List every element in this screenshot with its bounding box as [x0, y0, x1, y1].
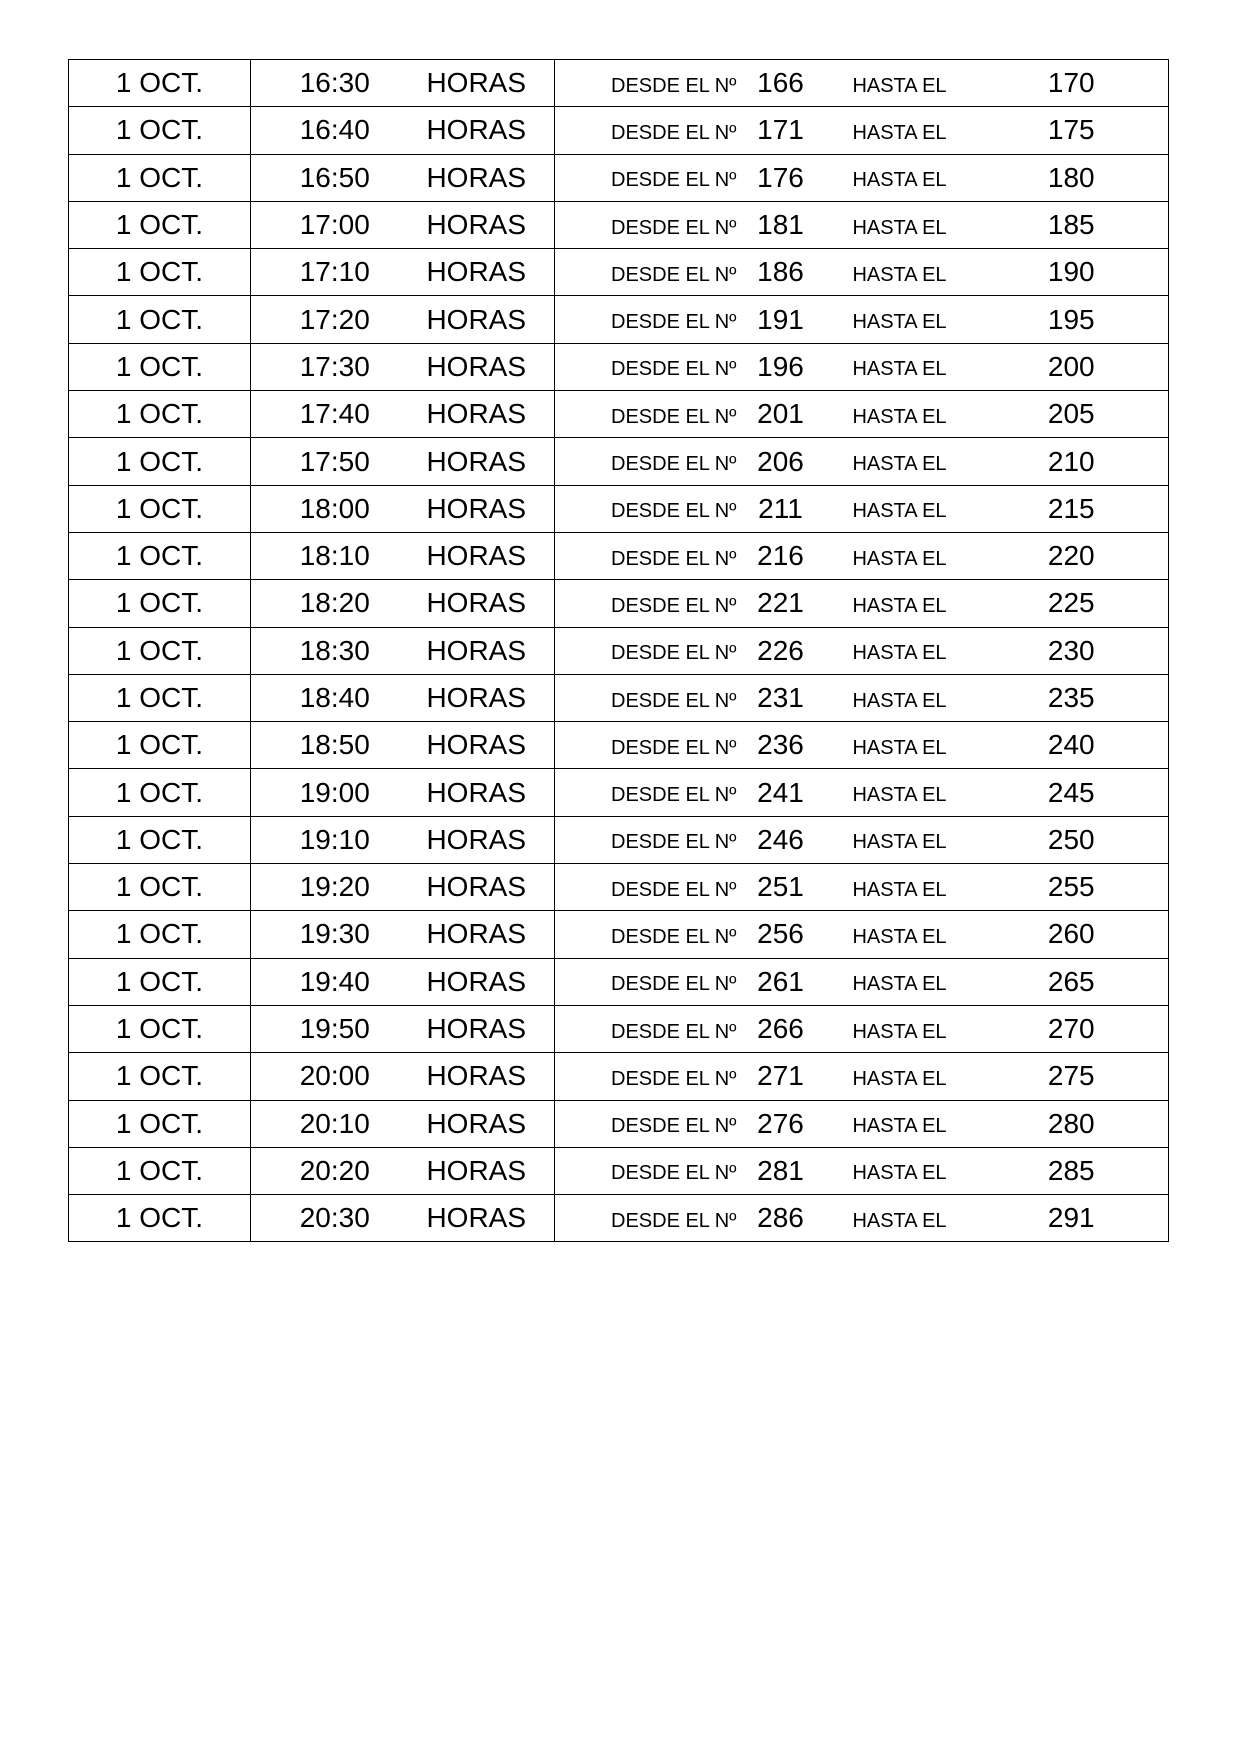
schedule-row	[69, 627, 1169, 674]
row-from-number: 226	[737, 627, 825, 674]
row-from-number: 231	[737, 674, 825, 721]
row-date: 1 OCT.	[69, 911, 251, 958]
row-from-number: 171	[737, 107, 825, 154]
row-from-number: 261	[737, 958, 825, 1005]
row-date: 1 OCT.	[69, 296, 251, 343]
row-horas-label: HORAS	[399, 722, 555, 769]
row-to-number: 280	[975, 1100, 1169, 1147]
row-date: 1 OCT.	[69, 107, 251, 154]
row-date: 1 OCT.	[69, 1147, 251, 1194]
row-horas-label: HORAS	[399, 1100, 555, 1147]
row-to-number: 210	[975, 438, 1169, 485]
row-horas-label: HORAS	[399, 1195, 555, 1242]
row-hasta-label: HASTA EL	[825, 1100, 975, 1147]
row-desde-label: DESDE EL Nº	[555, 107, 737, 154]
schedule-row	[69, 60, 1169, 107]
row-to-number: 220	[975, 532, 1169, 579]
schedule-row	[69, 391, 1169, 438]
row-from-number: 246	[737, 816, 825, 863]
row-hasta-label: HASTA EL	[825, 958, 975, 1005]
row-from-number: 251	[737, 864, 825, 911]
row-desde-label: DESDE EL Nº	[555, 1195, 737, 1242]
schedule-row	[69, 154, 1169, 201]
row-from-number: 281	[737, 1147, 825, 1194]
row-time: 18:00	[251, 485, 399, 532]
row-desde-label: DESDE EL Nº	[555, 532, 737, 579]
row-desde-label: DESDE EL Nº	[555, 485, 737, 532]
row-desde-label: DESDE EL Nº	[555, 391, 737, 438]
row-time: 19:40	[251, 958, 399, 1005]
row-to-number: 195	[975, 296, 1169, 343]
row-to-number: 175	[975, 107, 1169, 154]
row-from-number: 271	[737, 1053, 825, 1100]
row-horas-label: HORAS	[399, 391, 555, 438]
row-horas-label: HORAS	[399, 1053, 555, 1100]
row-desde-label: DESDE EL Nº	[555, 60, 737, 107]
row-to-number: 265	[975, 958, 1169, 1005]
row-horas-label: HORAS	[399, 60, 555, 107]
row-to-number: 225	[975, 580, 1169, 627]
row-hasta-label: HASTA EL	[825, 627, 975, 674]
row-to-number: 285	[975, 1147, 1169, 1194]
row-horas-label: HORAS	[399, 154, 555, 201]
row-from-number: 236	[737, 722, 825, 769]
row-date: 1 OCT.	[69, 816, 251, 863]
row-time: 17:40	[251, 391, 399, 438]
row-date: 1 OCT.	[69, 343, 251, 390]
row-time: 19:50	[251, 1005, 399, 1052]
row-from-number: 286	[737, 1195, 825, 1242]
row-horas-label: HORAS	[399, 911, 555, 958]
row-hasta-label: HASTA EL	[825, 249, 975, 296]
row-date: 1 OCT.	[69, 580, 251, 627]
row-hasta-label: HASTA EL	[825, 864, 975, 911]
schedule-row	[69, 201, 1169, 248]
row-date: 1 OCT.	[69, 958, 251, 1005]
row-hasta-label: HASTA EL	[825, 580, 975, 627]
schedule-row	[69, 769, 1169, 816]
row-to-number: 291	[975, 1195, 1169, 1242]
row-horas-label: HORAS	[399, 1005, 555, 1052]
schedule-body	[69, 60, 1169, 1242]
row-date: 1 OCT.	[69, 864, 251, 911]
row-hasta-label: HASTA EL	[825, 438, 975, 485]
row-hasta-label: HASTA EL	[825, 107, 975, 154]
row-horas-label: HORAS	[399, 107, 555, 154]
schedule-row	[69, 532, 1169, 579]
row-hasta-label: HASTA EL	[825, 391, 975, 438]
row-to-number: 240	[975, 722, 1169, 769]
row-desde-label: DESDE EL Nº	[555, 1100, 737, 1147]
row-from-number: 211	[737, 485, 825, 532]
row-date: 1 OCT.	[69, 438, 251, 485]
row-desde-label: DESDE EL Nº	[555, 438, 737, 485]
row-desde-label: DESDE EL Nº	[555, 296, 737, 343]
row-desde-label: DESDE EL Nº	[555, 627, 737, 674]
row-date: 1 OCT.	[69, 674, 251, 721]
row-horas-label: HORAS	[399, 343, 555, 390]
schedule-row	[69, 1005, 1169, 1052]
row-date: 1 OCT.	[69, 722, 251, 769]
row-to-number: 205	[975, 391, 1169, 438]
row-time: 20:20	[251, 1147, 399, 1194]
row-time: 19:00	[251, 769, 399, 816]
row-from-number: 166	[737, 60, 825, 107]
row-desde-label: DESDE EL Nº	[555, 816, 737, 863]
row-from-number: 216	[737, 532, 825, 579]
row-time: 16:40	[251, 107, 399, 154]
row-to-number: 245	[975, 769, 1169, 816]
row-date: 1 OCT.	[69, 1195, 251, 1242]
row-from-number: 186	[737, 249, 825, 296]
row-hasta-label: HASTA EL	[825, 674, 975, 721]
row-desde-label: DESDE EL Nº	[555, 1147, 737, 1194]
row-desde-label: DESDE EL Nº	[555, 580, 737, 627]
row-hasta-label: HASTA EL	[825, 1053, 975, 1100]
row-desde-label: DESDE EL Nº	[555, 911, 737, 958]
row-time: 18:30	[251, 627, 399, 674]
schedule-row	[69, 911, 1169, 958]
row-hasta-label: HASTA EL	[825, 722, 975, 769]
row-horas-label: HORAS	[399, 296, 555, 343]
row-from-number: 176	[737, 154, 825, 201]
row-hasta-label: HASTA EL	[825, 769, 975, 816]
schedule-row	[69, 343, 1169, 390]
row-desde-label: DESDE EL Nº	[555, 201, 737, 248]
row-date: 1 OCT.	[69, 485, 251, 532]
row-time: 18:10	[251, 532, 399, 579]
row-hasta-label: HASTA EL	[825, 816, 975, 863]
row-hasta-label: HASTA EL	[825, 1147, 975, 1194]
row-time: 20:00	[251, 1053, 399, 1100]
row-date: 1 OCT.	[69, 154, 251, 201]
row-date: 1 OCT.	[69, 391, 251, 438]
row-time: 18:40	[251, 674, 399, 721]
row-to-number: 250	[975, 816, 1169, 863]
row-hasta-label: HASTA EL	[825, 911, 975, 958]
row-horas-label: HORAS	[399, 1147, 555, 1194]
row-time: 20:30	[251, 1195, 399, 1242]
row-from-number: 206	[737, 438, 825, 485]
row-hasta-label: HASTA EL	[825, 60, 975, 107]
row-to-number: 260	[975, 911, 1169, 958]
row-desde-label: DESDE EL Nº	[555, 864, 737, 911]
row-from-number: 191	[737, 296, 825, 343]
row-horas-label: HORAS	[399, 580, 555, 627]
row-to-number: 170	[975, 60, 1169, 107]
row-from-number: 196	[737, 343, 825, 390]
row-time: 19:30	[251, 911, 399, 958]
row-from-number: 276	[737, 1100, 825, 1147]
schedule-table	[68, 59, 1169, 1242]
row-date: 1 OCT.	[69, 1005, 251, 1052]
row-horas-label: HORAS	[399, 816, 555, 863]
schedule-row	[69, 816, 1169, 863]
row-time: 19:10	[251, 816, 399, 863]
row-horas-label: HORAS	[399, 769, 555, 816]
row-to-number: 235	[975, 674, 1169, 721]
row-hasta-label: HASTA EL	[825, 296, 975, 343]
row-to-number: 215	[975, 485, 1169, 532]
row-horas-label: HORAS	[399, 627, 555, 674]
row-date: 1 OCT.	[69, 532, 251, 579]
row-from-number: 221	[737, 580, 825, 627]
row-hasta-label: HASTA EL	[825, 343, 975, 390]
row-time: 17:50	[251, 438, 399, 485]
row-to-number: 200	[975, 343, 1169, 390]
row-date: 1 OCT.	[69, 769, 251, 816]
row-to-number: 230	[975, 627, 1169, 674]
row-time: 17:30	[251, 343, 399, 390]
row-horas-label: HORAS	[399, 958, 555, 1005]
row-from-number: 266	[737, 1005, 825, 1052]
row-to-number: 275	[975, 1053, 1169, 1100]
schedule-row	[69, 1147, 1169, 1194]
row-to-number: 270	[975, 1005, 1169, 1052]
row-time: 17:20	[251, 296, 399, 343]
row-to-number: 185	[975, 201, 1169, 248]
row-to-number: 255	[975, 864, 1169, 911]
schedule-row	[69, 674, 1169, 721]
row-horas-label: HORAS	[399, 532, 555, 579]
row-desde-label: DESDE EL Nº	[555, 1053, 737, 1100]
row-date: 1 OCT.	[69, 201, 251, 248]
row-time: 17:00	[251, 201, 399, 248]
schedule-row	[69, 1100, 1169, 1147]
row-time: 18:20	[251, 580, 399, 627]
row-from-number: 256	[737, 911, 825, 958]
row-desde-label: DESDE EL Nº	[555, 674, 737, 721]
row-horas-label: HORAS	[399, 864, 555, 911]
row-desde-label: DESDE EL Nº	[555, 722, 737, 769]
row-time: 16:50	[251, 154, 399, 201]
row-desde-label: DESDE EL Nº	[555, 769, 737, 816]
row-horas-label: HORAS	[399, 201, 555, 248]
row-to-number: 190	[975, 249, 1169, 296]
row-desde-label: DESDE EL Nº	[555, 958, 737, 1005]
row-hasta-label: HASTA EL	[825, 154, 975, 201]
schedule-row	[69, 864, 1169, 911]
schedule-row	[69, 249, 1169, 296]
row-date: 1 OCT.	[69, 627, 251, 674]
schedule-row	[69, 296, 1169, 343]
row-from-number: 201	[737, 391, 825, 438]
schedule-row	[69, 1195, 1169, 1242]
row-horas-label: HORAS	[399, 249, 555, 296]
schedule-row	[69, 485, 1169, 532]
row-date: 1 OCT.	[69, 60, 251, 107]
row-time: 17:10	[251, 249, 399, 296]
row-horas-label: HORAS	[399, 674, 555, 721]
row-time: 19:20	[251, 864, 399, 911]
schedule-row	[69, 107, 1169, 154]
row-time: 16:30	[251, 60, 399, 107]
row-date: 1 OCT.	[69, 1100, 251, 1147]
row-date: 1 OCT.	[69, 1053, 251, 1100]
row-time: 18:50	[251, 722, 399, 769]
row-hasta-label: HASTA EL	[825, 1005, 975, 1052]
row-hasta-label: HASTA EL	[825, 485, 975, 532]
row-from-number: 181	[737, 201, 825, 248]
schedule-row	[69, 958, 1169, 1005]
row-to-number: 180	[975, 154, 1169, 201]
schedule-row	[69, 438, 1169, 485]
row-desde-label: DESDE EL Nº	[555, 154, 737, 201]
row-hasta-label: HASTA EL	[825, 201, 975, 248]
row-date: 1 OCT.	[69, 249, 251, 296]
schedule-row	[69, 580, 1169, 627]
row-horas-label: HORAS	[399, 485, 555, 532]
row-desde-label: DESDE EL Nº	[555, 1005, 737, 1052]
row-hasta-label: HASTA EL	[825, 532, 975, 579]
schedule-row	[69, 1053, 1169, 1100]
row-hasta-label: HASTA EL	[825, 1195, 975, 1242]
row-desde-label: DESDE EL Nº	[555, 249, 737, 296]
schedule-row	[69, 722, 1169, 769]
row-from-number: 241	[737, 769, 825, 816]
row-time: 20:10	[251, 1100, 399, 1147]
row-desde-label: DESDE EL Nº	[555, 343, 737, 390]
row-horas-label: HORAS	[399, 438, 555, 485]
